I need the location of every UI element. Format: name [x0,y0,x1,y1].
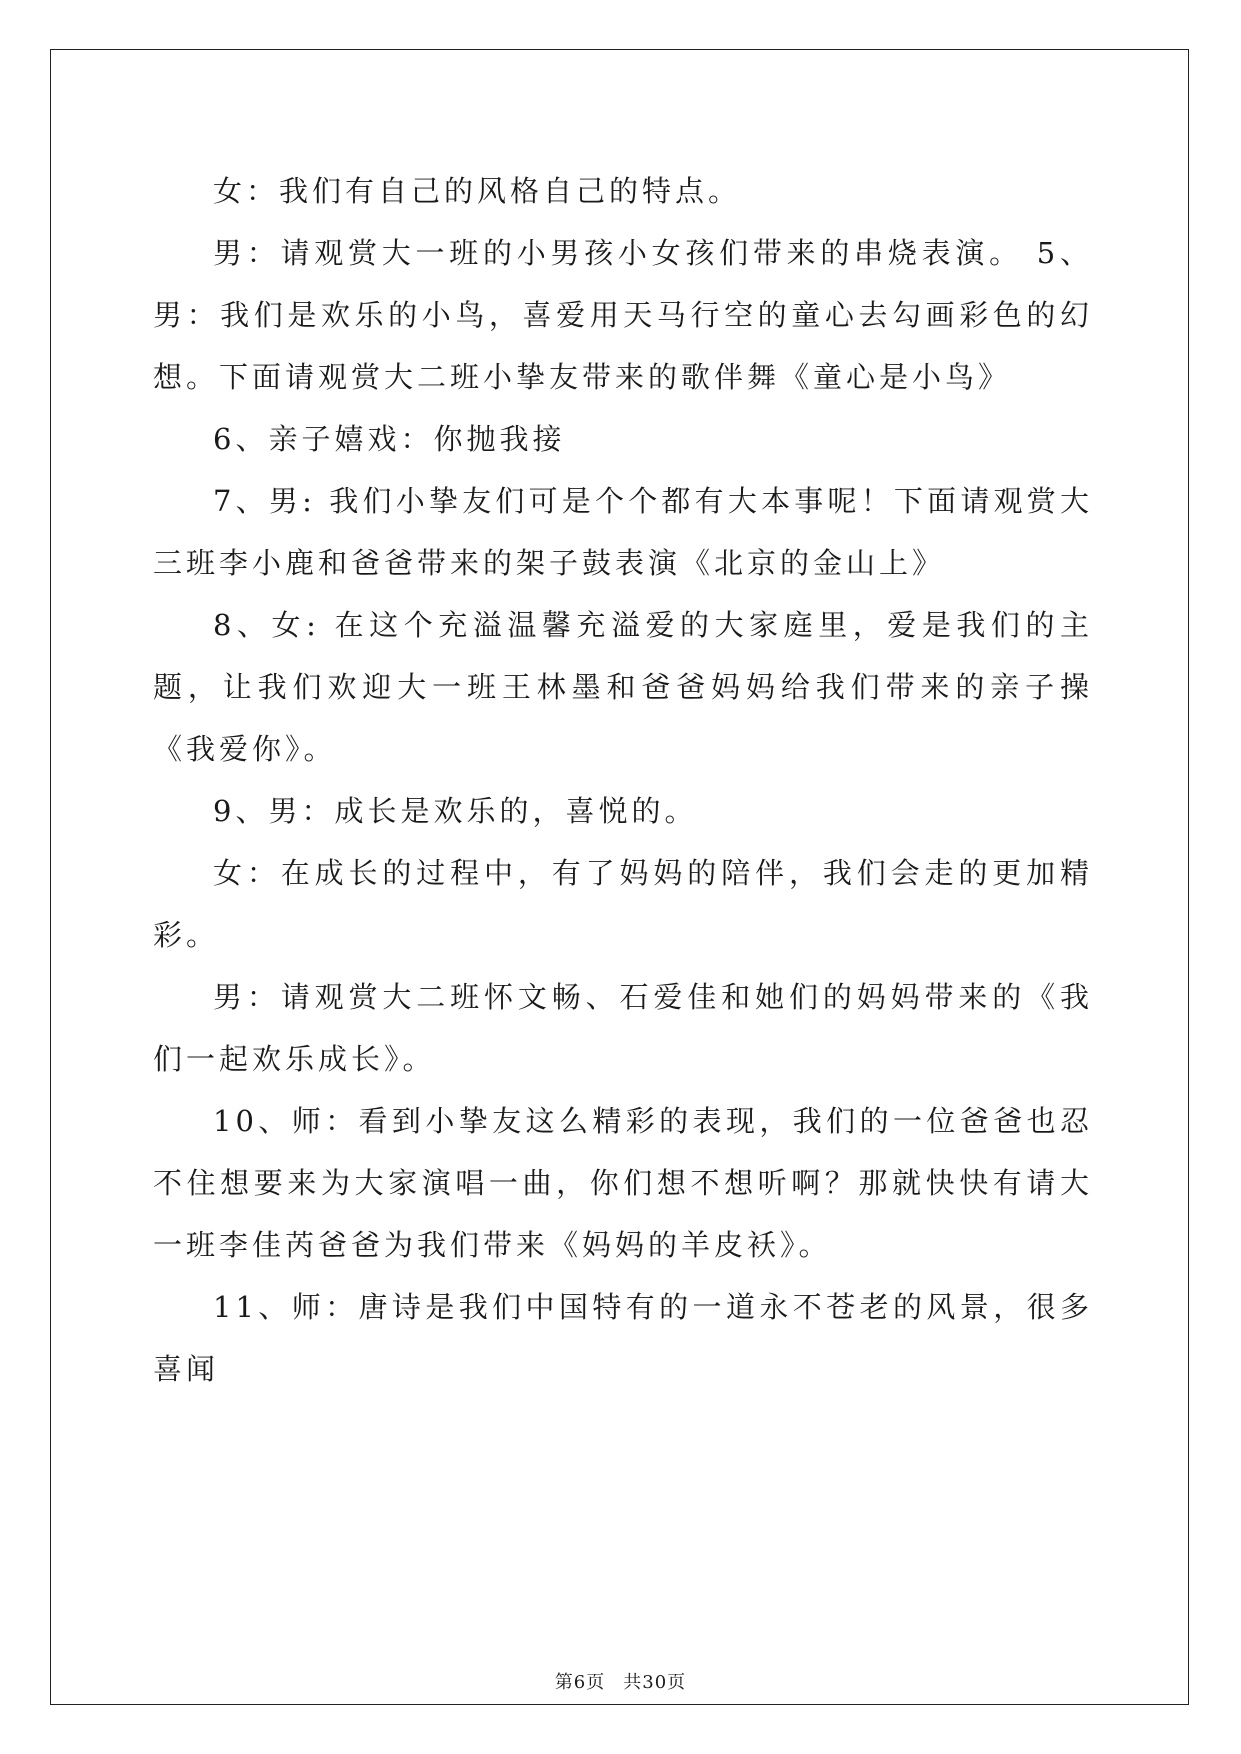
paragraph: 8、女: 在这个充溢温馨充溢爱的大家庭里，爱是我们的主题，让我们欢迎大一班王林墨和爸爸妈妈给我们带来的亲子操《我爱你》。 [153,608,1093,766]
paragraph: 10、师：看到小挚友这么精彩的表现，我们的一位爸爸也忍不住想要来为大家演唱一曲，你们想不想听啊？那就快快有请大一班李佳芮爸爸为我们带来《妈妈的羊皮袄》。 [153,1104,1093,1262]
paragraph: 女：我们有自己的风格自己的特点。 [213,174,742,208]
paragraph: 男：请观赏大二班怀文畅、石爱佳和她们的妈妈带来的《我们一起欢乐成长》。 [153,980,1093,1076]
paragraph: 9、男：成长是欢乐的，喜悦的。 [213,794,698,828]
paragraph: 7、男: 我们小挚友们可是个个都有大本事呢！下面请观赏大三班李小鹿和爸爸带来的架子鼓表演《北京的金山上》 [153,484,1093,580]
paragraph: 11、师：唐诗是我们中国特有的一道永不苍老的风景，很多喜闻 [153,1290,1093,1386]
paragraph: 男：请观赏大一班的小男孩小女孩们带来的串烧表演。 5、男：我们是欢乐的小鸟，喜爱用天马行空的童心去勾画彩色的幻想。下面请观赏大二班小挚友带来的歌伴舞《童心是小鸟》 [153,236,1093,394]
paragraph: 女：在成长的过程中，有了妈妈的陪伴，我们会走的更加精彩。 [153,856,1093,952]
page-number: 第6页 [554,1672,606,1693]
paragraph: 6、亲子嬉戏：你抛我接 [213,422,566,456]
page-footer [0,1668,1241,1694]
page-total: 共30页 [623,1672,687,1693]
document-body [153,160,1093,1400]
